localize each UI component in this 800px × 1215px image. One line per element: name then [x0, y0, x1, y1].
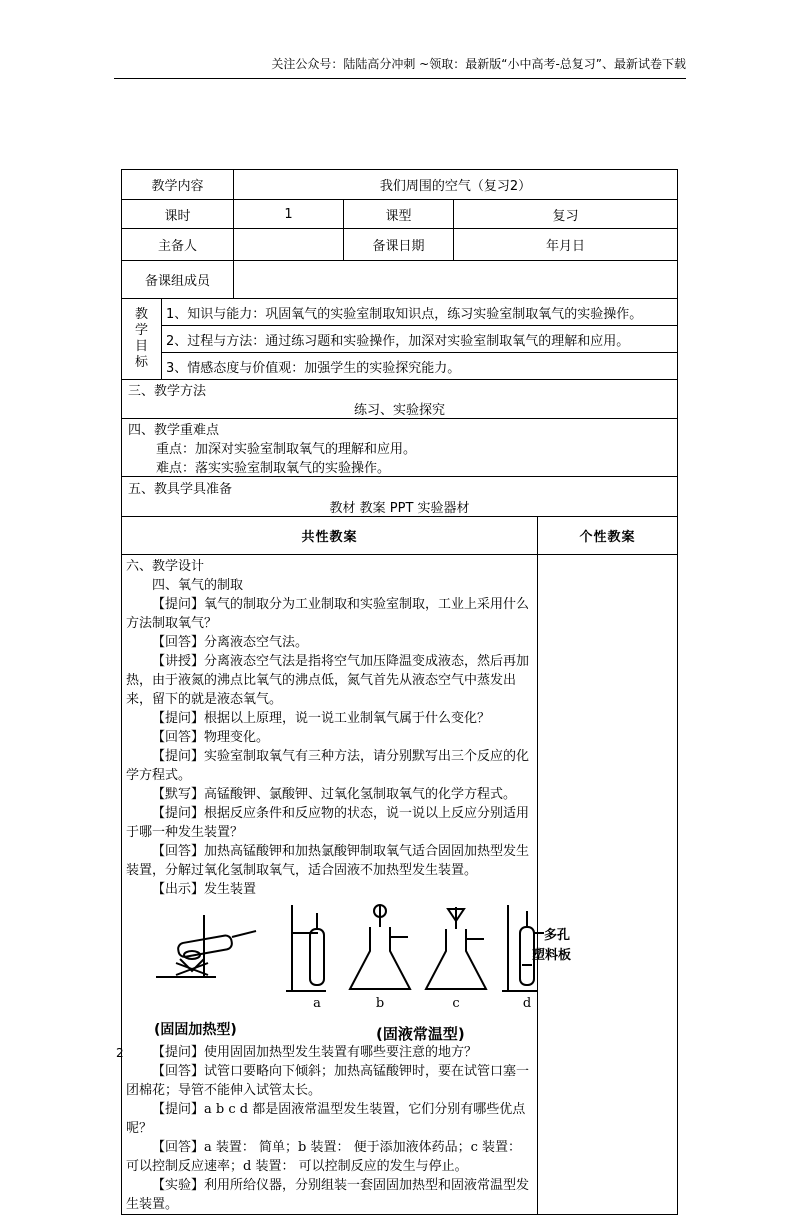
solid-heating-apparatus [156, 915, 256, 977]
method-section [122, 380, 678, 419]
goal-1: 1、知识与能力：巩固氧气的实验室制取知识点，练习实验室制取氧气的实验操作。 [162, 299, 678, 326]
note-line-1: 多孔 [544, 928, 571, 943]
apparatus-c [426, 907, 486, 989]
date-label: 备课日期 [344, 229, 454, 261]
design-line: 【提问】实验室制取氧气有三种方法，请分别默写出三个反应的化学方程式。 [126, 749, 530, 783]
design-line: 【回答】物理变化。 [152, 730, 270, 745]
preparer-label: 主备人 [122, 229, 234, 261]
letter-d: d [522, 996, 532, 1011]
type-value: 复习 [454, 200, 678, 229]
design-line: 【回答】分离液态空气法。 [152, 635, 309, 650]
label-solid-heating: (固固加热型) [154, 1022, 237, 1038]
apparatus-a [286, 905, 326, 991]
tools-title: 五、教具学具准备 [128, 481, 233, 497]
design-title: 六、教学设计 [126, 559, 205, 574]
members-label: 备课组成员 [122, 261, 234, 299]
content-value: 我们周围的空气（复习2） [234, 170, 678, 200]
design-line: 【出示】发生装置 [152, 882, 257, 897]
period-label: 课时 [122, 200, 234, 229]
design-line: 【默写】高锰酸钾、氯酸钾、过氧化氢制取氧气的化学方程式。 [152, 787, 517, 802]
goal-2: 2、过程与方法：通过练习题和实验操作，加深对实验室制取氧气的理解和应用。 [162, 326, 678, 353]
individual-plan-cell [538, 555, 678, 1215]
design-line: 【提问】根据反应条件和反应物的状态，说一说以上反应分别适用于哪一种发生装置？ [126, 806, 530, 840]
content-label: 教学内容 [122, 170, 234, 200]
page-number: 2 [116, 1046, 124, 1060]
members-value [234, 261, 678, 299]
type-label: 课型 [344, 200, 454, 229]
design-line: 【提问】根据以上原理，说一说工业制氧气属于什么变化？ [152, 711, 491, 726]
label-solid-liquid: (固液常温型) [376, 1025, 465, 1043]
design-line: 【回答】加热高锰酸钾和加热氯酸钾制取氧气适合固固加热型发生装置，分解过氧化氢制取氧气，适合固液不加热型发生装置。 [126, 844, 530, 878]
common-plan-header: 共性教案 [122, 517, 538, 555]
apparatus-diagram [146, 903, 576, 1015]
apparatus-b [350, 905, 410, 989]
period-value: 1 [234, 200, 344, 229]
individual-plan-header: 个性教案 [538, 517, 678, 555]
preparer-value [234, 229, 344, 261]
design-line: 【回答】a 装置： 简单；b 装置： 便于添加液体药品；c 装置： 可以控制反应速率；d 装置： 可以控制反应的发生与停止。 [126, 1140, 522, 1174]
lesson-plan-table [121, 169, 678, 1215]
design-line: 【提问】氧气的制取分为工业制取和实验室制取，工业上采用什么方法制取氧气？ [126, 597, 530, 631]
design-line: 【提问】a b c d 都是固液常温型发生装置，它们分别有哪些优点呢？ [126, 1102, 526, 1136]
method-title: 三、教学方法 [128, 384, 207, 399]
key-title: 四、教学重难点 [128, 423, 220, 438]
date-value: 年月日 [454, 229, 678, 261]
design-subtitle: 四、氧气的制取 [152, 578, 244, 593]
design-line: 【实验】利用所给仪器，分别组装一套固固加热型和固液常温型发生装置。 [126, 1178, 530, 1212]
note-line-2: 塑料板 [532, 948, 572, 963]
teaching-design [122, 555, 572, 1215]
letter-a: a [313, 996, 321, 1011]
method-value: 练习、实验探究 [354, 403, 446, 418]
goals-label: 教 学 目 标 [122, 299, 162, 380]
letter-b: b [375, 996, 385, 1011]
key-section [122, 419, 678, 477]
difficult-point: 难点：落实实验室制取氧气的实验操作。 [156, 461, 391, 476]
letter-c: c [452, 996, 460, 1011]
key-point: 重点：加深对实验室制取氧气的理解和应用。 [156, 442, 417, 457]
design-line: 【讲授】分离液态空气法是指将空气加压降温变成液态，然后再加热，由于液氮的沸点比氧气的沸点低，氮气首先从液态空气中蒸发出来，留下的就是液态氧气。 [126, 654, 530, 707]
design-line: 【提问】使用固固加热型发生装置有哪些要注意的地方？ [152, 1045, 478, 1060]
apparatus-figure [146, 903, 572, 1043]
goal-3: 3、情感态度与价值观：加强学生的实验探究能力。 [162, 353, 678, 380]
tools-value: 教材 教案 PPT 实验器材 [329, 500, 470, 516]
design-line: 【回答】试管口要略向下倾斜；加热高锰酸钾时，要在试管口塞一团棉花；导管不能伸入试管太长。 [126, 1064, 530, 1098]
page-header: 关注公众号：陆陆高分冲刺 ~领取：最新版“小中高考-总复习”、最新试卷下载 [114, 55, 686, 79]
tools-section [122, 477, 678, 517]
